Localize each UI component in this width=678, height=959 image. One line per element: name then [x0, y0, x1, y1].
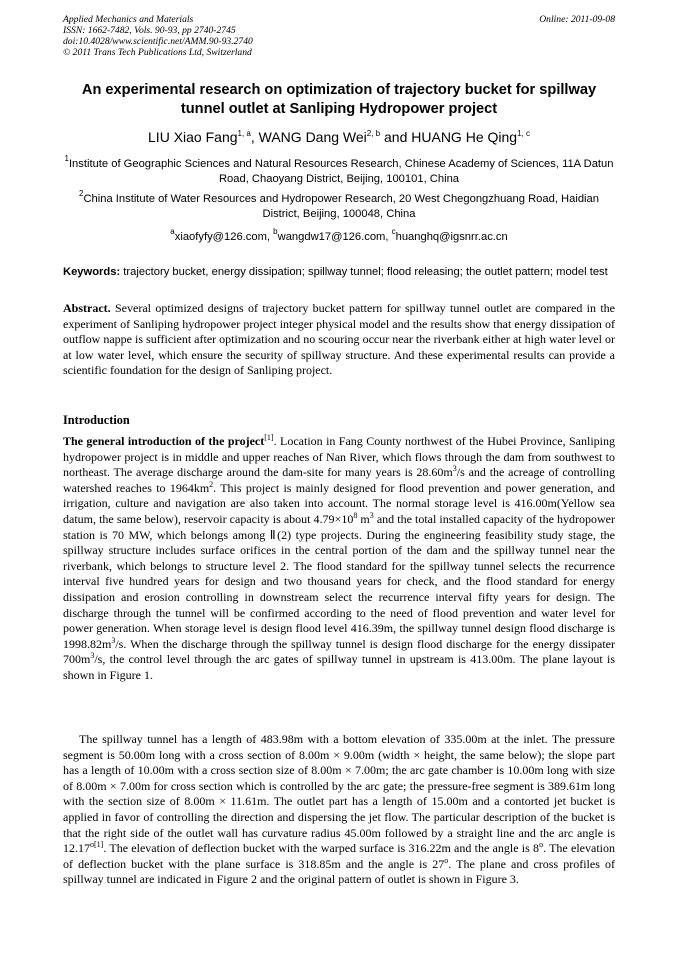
author-separator: and — [380, 129, 412, 145]
superscript: 3 — [90, 651, 95, 661]
superscript: 2 — [209, 479, 214, 489]
superscript: 3 — [369, 510, 374, 520]
superscript: o — [444, 855, 449, 865]
journal-doi: doi:10.4028/www.scientific.net/AMM.90-93.2740 — [63, 36, 253, 47]
paper-title: An experimental research on optimization of trajectory bucket for spillway tunnel outlet at Sanliping Hydropower project — [81, 82, 597, 117]
email-line — [63, 227, 615, 244]
author-affil-marker: 2, b — [366, 129, 381, 138]
superscript: 8 — [353, 510, 358, 520]
journal-issn: ISSN: 1662-7482, Vols. 90-93, pp 2740-2745 — [63, 25, 236, 36]
citation: [1] — [264, 433, 274, 442]
affiliation-marker: 1 — [64, 154, 69, 163]
paragraph-text: . This project is mainly designed for flood prevention and power generation, and irrigation, culture and navigation are also taken into account. The normal storage level is 416.00m(Yellow sea datum, the same below), reservoir capacity is about 4.79×10 — [63, 480, 615, 526]
email-address: xiaofyfy@126.com, — [174, 231, 274, 243]
email-marker: c — [391, 227, 396, 236]
introduction-paragraph — [63, 434, 615, 684]
affiliation-marker: 2 — [79, 189, 84, 198]
abstract-label: Abstract. — [63, 301, 111, 315]
affiliation — [63, 189, 615, 222]
paragraph-lead: The general introduction of the project — [63, 434, 265, 448]
introduction-paragraph — [63, 732, 615, 888]
affiliation — [63, 154, 615, 187]
author-name: HUANG He Qing — [411, 129, 518, 145]
keywords — [63, 265, 615, 279]
author-affil-marker: 1, a — [237, 129, 251, 138]
paragraph-text: . The elevation of deflection bucket with the warped surface is 316.22m and the angle is 8 — [103, 841, 540, 856]
email-marker: a — [170, 227, 175, 236]
author-name: LIU Xiao Fang — [148, 129, 238, 145]
author-separator: , — [250, 129, 259, 145]
author-affil-marker: 1, c — [517, 129, 530, 138]
section-heading-introduction: Introduction — [63, 413, 130, 427]
online-date: Online: 2011-09-08 — [539, 14, 615, 25]
paragraph-text: . Location in Fang County northwest of the Hubei Province, Sanliping hydropower project is in middle and upper reaches of Nan River, which flows through the dam from southwest to northeast. The average discharge around the dam-site for many years is 28.60m — [63, 434, 615, 480]
email-address: huanghq@igsnrr.ac.cn — [395, 231, 508, 243]
abstract — [63, 301, 615, 379]
journal-name: Applied Mechanics and Materials — [63, 14, 194, 25]
author-line — [63, 128, 615, 146]
paragraph-text: /s, the control level through the arc gates of spillway tunnel in upstream is 413.00m. The plane layout is shown in Figure 1. — [63, 652, 615, 682]
email-marker: b — [273, 227, 278, 236]
paragraph-text: /s. When the discharge through the spillway tunnel is design flood discharge for the energy dissipater 700m — [63, 636, 615, 667]
author-name: WANG Dang Wei — [258, 129, 367, 145]
affiliation-text: Institute of Geographic Sciences and Natural Resources Research, Chinese Academy of Sciences, 11A Datun Road, Chaoyang District, Beijing, 100101, China — [68, 158, 614, 185]
superscript: 3 — [111, 635, 116, 645]
superscript: o[1] — [90, 840, 104, 850]
paragraph-text: . The plane and cross profiles of spillway tunnel are indicated in Figure 2 and the original pattern of outlet is shown in Figure 3. — [63, 856, 615, 887]
paragraph-text: m — [357, 511, 370, 526]
paragraph-text: and the total installed capacity of the hydropower station is 70 MW, which belongs among Ⅱ(2) type projects. During the engineering feasibility study stage, the spillway structure includes surface orifices in the central portion of the dam and the spillway tunnel near the riverbank, which belongs to structure level 2. The flood standard for the spillway tunnel selects the recurrence interval five hundred years for design and two thousand years for check, and the flood standard for energy dissipation and erosion controlling in downstream select the recurrence interval fifty years for design. The discharge through the tunnel will be confirmed according to the need of flood prevention and water level for power generation. When storage level is design flood level 416.39m, the spillway tunnel design flood discharge is 1998.82m — [63, 511, 615, 651]
journal-info — [63, 14, 615, 58]
paragraph-text: . The elevation of deflection bucket with the plane surface is 318.85m and the angle is 27 — [63, 841, 615, 871]
paragraph-text: The spillway tunnel has a length of 483.98m with a bottom elevation of 335.00m at the inlet. The pressure segment is 50.00m long with a cross section of 8.00m × 9.00m (width × height, the same below); the slope part has a length of 10.00m with a cross section size of 8.00m × 7.00m; the arc gate chamber is 10.00m long with size of 8.00m × 7.00m for cross section which is controlled by the arc gate; the pressure-free segment is 389.61m long with the section size of 8.00m × 11.61m. The outlet part has a length of 15.00m and a contorted jet bucket is applied in favor of controlling the direction and dispersing the jet flow. The particular description of the bucket is that the right side of the outlet wall has curvature radius 45.00m followed by a straight line and the arc angle is 12.17 — [63, 732, 615, 856]
journal-header — [63, 14, 615, 58]
superscript: 3 — [452, 464, 457, 474]
superscript: o — [539, 840, 544, 850]
email-address: wangdw17@126.com, — [277, 231, 392, 243]
abstract-text: Several optimized designs of trajectory bucket pattern for spillway tunnel outlet are compared in the experiment of Sanliping hydropower project integer physical model and the results show that energy dissipation of outflow nappe is sufficient after optimization and no scouring occur near the riverbank either at high water level or at low water level, which ensure the security of spillway structure. And these experimental results can provide a scientific foundation for the design of Sanliping project. — [63, 301, 615, 378]
keywords-text: trajectory bucket, energy dissipation; spillway tunnel; flood releasing; the outlet pattern; model test — [120, 266, 608, 278]
affiliation-text: China Institute of Water Resources and Hydropower Research, 20 West Chegongzhuang Road, Haidian District, Beijing, 100048, China — [83, 193, 599, 220]
journal-copyright: © 2011 Trans Tech Publications Ltd, Switzerland — [63, 47, 252, 58]
keywords-label: Keywords: — [63, 266, 121, 278]
paragraph-text: /s and the acreage of controlling watershed reaches to 1964km — [63, 465, 615, 495]
